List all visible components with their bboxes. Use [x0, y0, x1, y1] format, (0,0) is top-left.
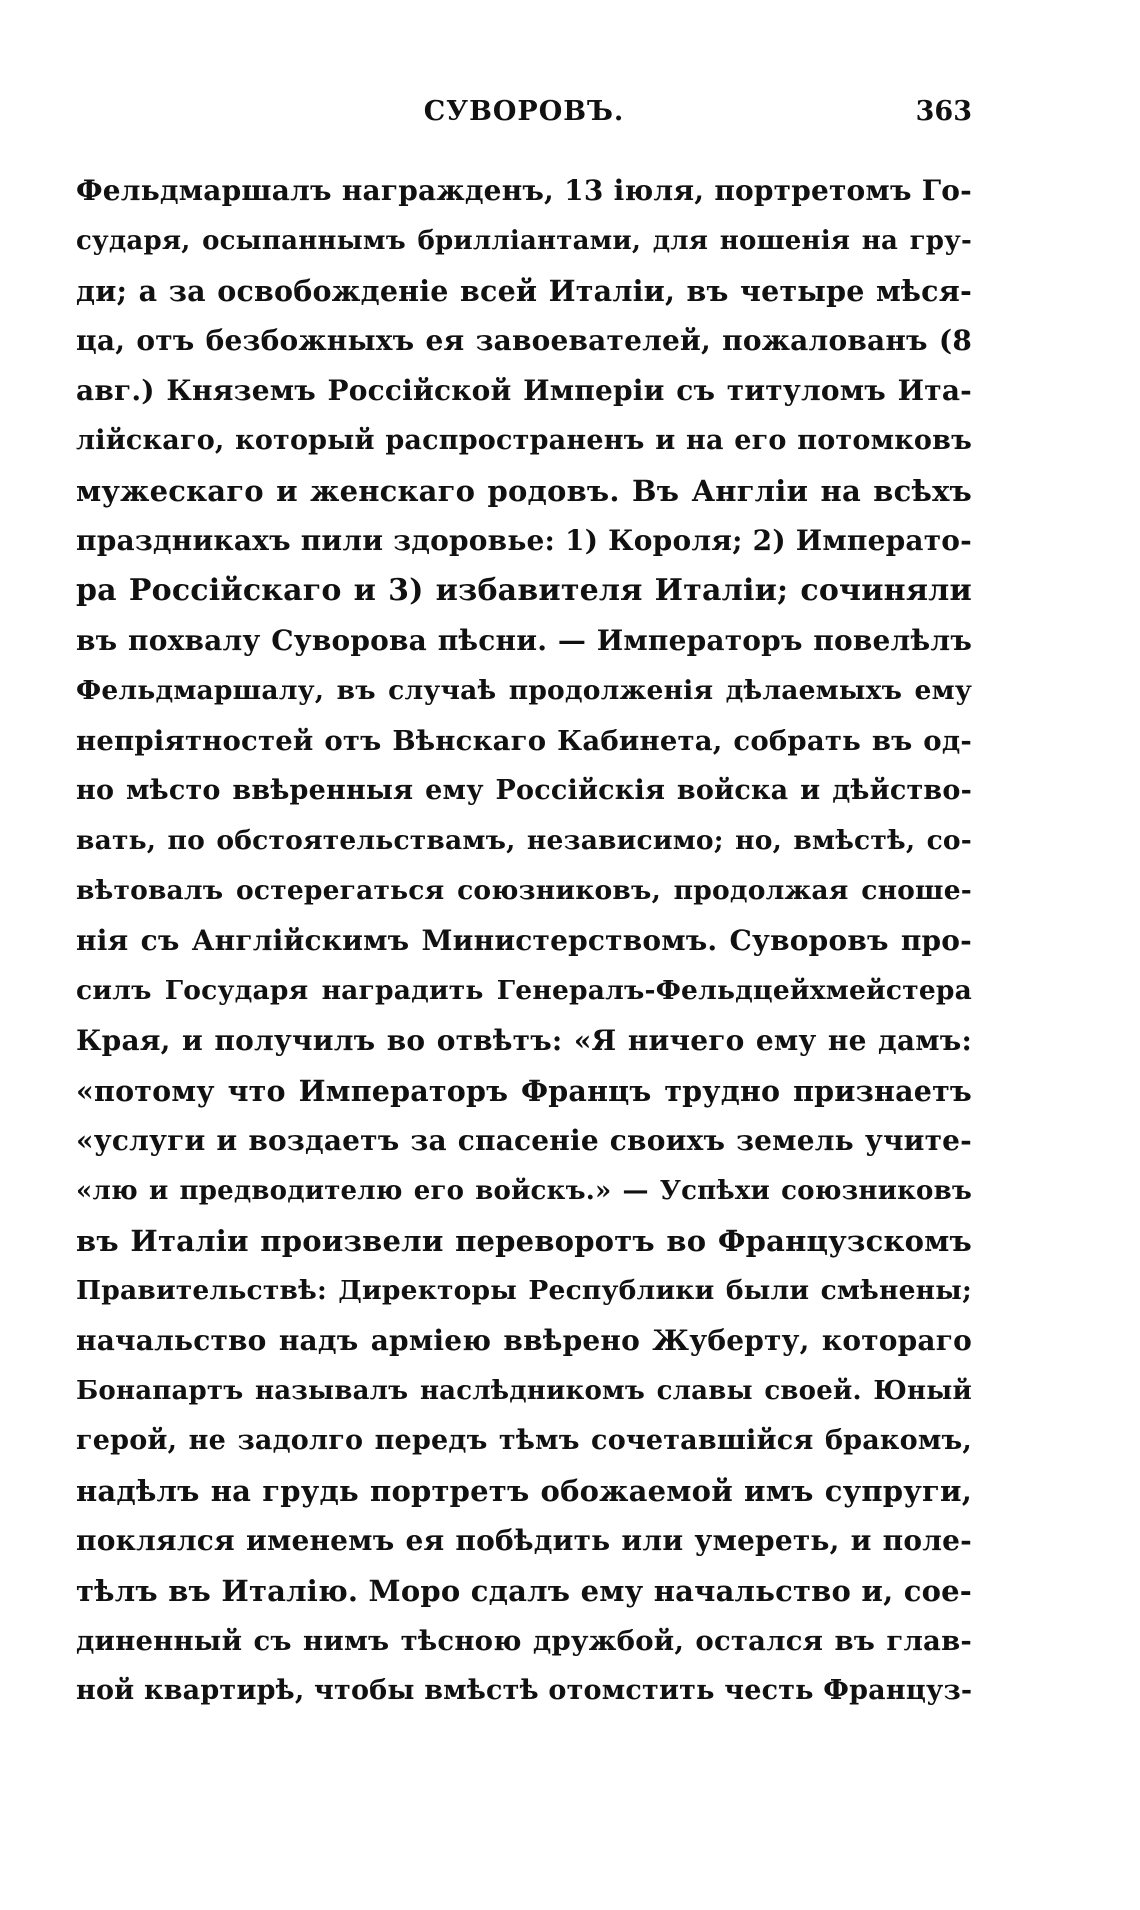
- page-header: [76, 96, 972, 136]
- text-line: надѣлъ на грудь портретъ обожаемой имъ супруги,: [76, 1474, 972, 1508]
- text-line: начальство надъ арміею ввѣрено Жуберту, котораго: [76, 1324, 972, 1357]
- text-line: поклялся именемъ ея побѣдить или умереть, и поле-: [76, 1524, 972, 1557]
- text-line: диненный съ нимъ тѣсною дружбой, остался въ глав-: [76, 1625, 972, 1657]
- text-line: непріятностей отъ Вѣнскаго Кабинета, собрать въ од-: [76, 725, 972, 757]
- text-line: «потому что Императоръ Францъ трудно признаетъ: [76, 1074, 972, 1108]
- text-line: вать, по обстоятельствамъ, независимо; но, вмѣстѣ, со-: [76, 825, 972, 856]
- text-line: въ Италіи произвели переворотъ во Французскомъ: [76, 1224, 972, 1258]
- body-text: [76, 166, 972, 1716]
- text-line: ра Россійскаго и 3) избавителя Италіи; сочиняли: [76, 573, 972, 608]
- text-line: «лю и предводителю его войскъ.» — Успѣхи союзниковъ: [76, 1176, 972, 1206]
- text-line: Фельдмаршалъ награжденъ, 13 іюля, портретомъ Го-: [76, 174, 972, 207]
- text-line: ца, отъ безбожныхъ ея завоевателей, пожалованъ (8: [76, 324, 972, 357]
- text-line: вѣтовалъ остерегаться союзниковъ, продолжая сноше-: [76, 875, 972, 906]
- text-line: но мѣсто ввѣренныя ему Россійскія войска и дѣйство-: [76, 775, 972, 806]
- page-number: 363: [915, 96, 972, 127]
- text-line: лійскаго, который распространенъ и на его потомковъ: [76, 425, 972, 456]
- text-line: мужескаго и женскаго родовъ. Въ Англіи на всѣхъ: [76, 474, 972, 508]
- text-line: ной квартирѣ, чтобы вмѣстѣ отомстить честь Француз-: [76, 1675, 972, 1706]
- running-title: СУВОРОВЪ.: [423, 96, 625, 127]
- text-line: праздникахъ пили здоровье: 1) Короля; 2) Императо-: [76, 524, 972, 557]
- text-line: Края, и получилъ во отвѣтъ: «Я ничего ему не дамъ:: [76, 1024, 972, 1057]
- text-line: Бонапартъ называлъ наслѣдникомъ славы своей. Юный: [76, 1376, 972, 1406]
- text-line: Фельдмаршалу, въ случаѣ продолженія дѣлаемыхъ ему: [76, 675, 972, 706]
- text-line: Правительствѣ: Директоры Республики были смѣнены;: [76, 1275, 972, 1306]
- text-line: въ похвалу Суворова пѣсни. — Императоръ повелѣлъ: [76, 624, 972, 657]
- text-line: герой, не задолго передъ тѣмъ сочетавшійся бракомъ,: [76, 1425, 972, 1456]
- text-line: «услуги и воздаетъ за спасеніе своихъ земель учите-: [76, 1124, 972, 1157]
- text-line: ди; а за освобожденіе всей Италіи, въ четыре мѣся-: [76, 274, 972, 308]
- text-line: тѣлъ въ Италію. Моро сдалъ ему начальство и, сое-: [76, 1574, 972, 1608]
- text-line: нія съ Англійскимъ Министерствомъ. Суворовъ про-: [76, 924, 972, 957]
- text-line: авг.) Княземъ Россійской Имперіи съ титуломъ Ита-: [76, 374, 972, 407]
- text-line: силъ Государя наградить Генералъ-Фельдцейхмейстера: [76, 975, 972, 1006]
- text-line: сударя, осыпаннымъ брилліантами, для ношенія на гру-: [76, 226, 972, 256]
